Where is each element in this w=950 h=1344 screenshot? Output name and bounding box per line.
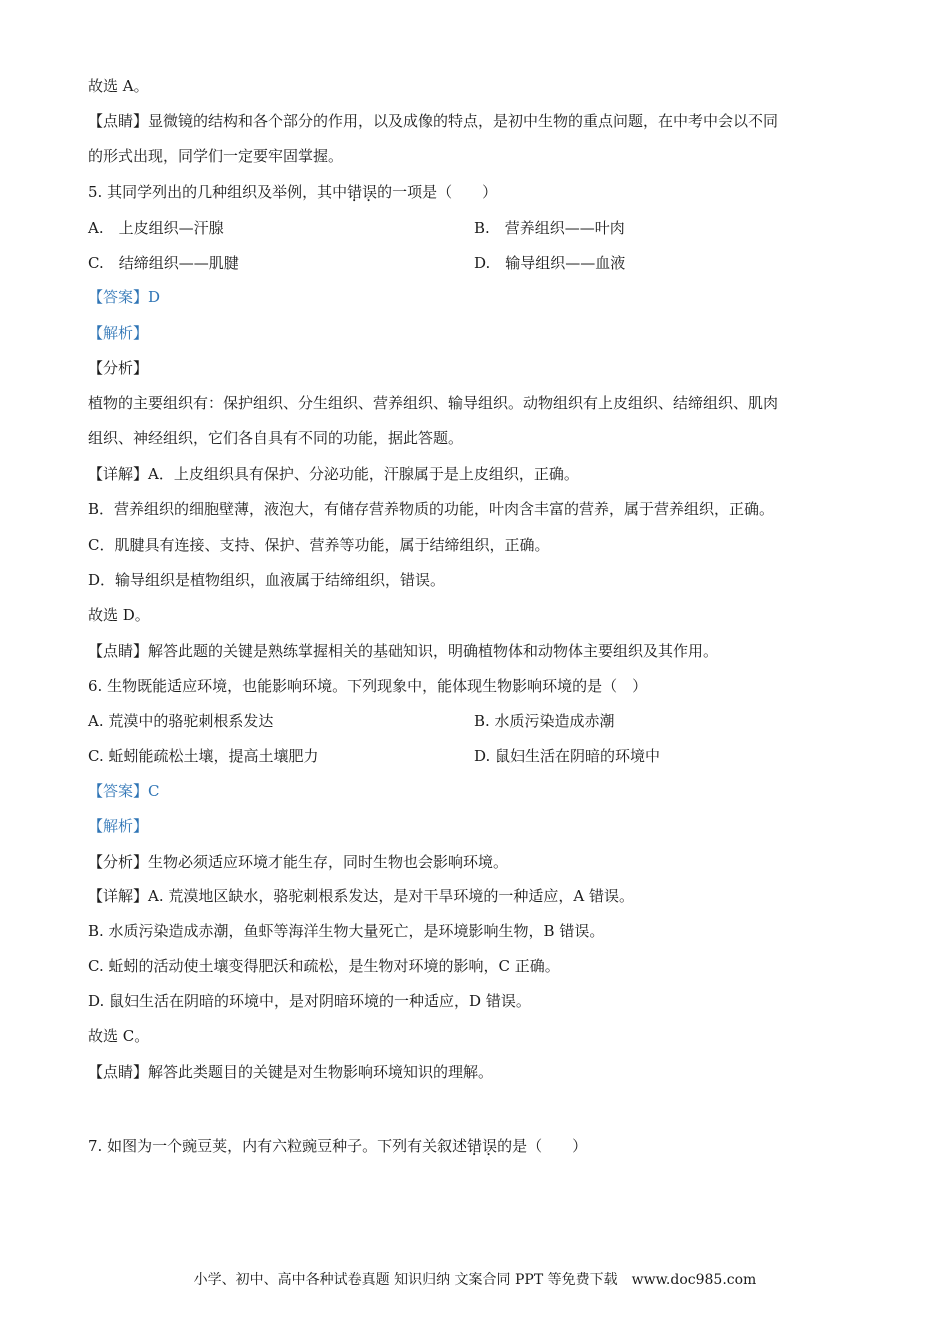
question-5 bbox=[88, 182, 497, 202]
page-footer: 小学、初中、高中各种试卷真题 知识归纳 文案合同 PPT 等免费下载 www.doc985.com bbox=[193, 1272, 757, 1288]
emphasis-word: 错误 • • bbox=[467, 1136, 497, 1156]
answer-label: 【答案】D bbox=[88, 288, 161, 306]
text-line: D．输导组织是植物组织，血液属于结缔组织，错误。 bbox=[88, 571, 446, 589]
text-line: 【详解】A．上皮组织具有保护、分泌功能，汗腺属于是上皮组织，正确。 bbox=[88, 465, 579, 483]
text-line: C. 蚯蚓的活动使土壤变得肥沃和疏松，是生物对环境的影响，C 正确。 bbox=[88, 957, 560, 975]
analysis-label: 【解析】 bbox=[88, 324, 149, 342]
text-line: 组织、神经组织，它们各自具有不同的功能，据此答题。 bbox=[88, 429, 464, 447]
answer-label: 【答案】C bbox=[88, 782, 160, 800]
text-line: 植物的主要组织有：保护组织、分生组织、营养组织、输导组织。动物组织有上皮组织、结缔组织、肌肉 bbox=[88, 394, 779, 412]
option-b: B. 水质污染造成赤潮 bbox=[474, 712, 615, 730]
text-line: 的形式出现，同学们一定要牢固掌握。 bbox=[88, 147, 344, 165]
text-line: 【点睛】解答此类题目的关键是对生物影响环境知识的理解。 bbox=[88, 1063, 494, 1081]
question-text: 的一项是（ ） bbox=[377, 183, 498, 201]
text-line: 故选 C。 bbox=[88, 1027, 150, 1045]
text-line: D. 鼠妇生活在阴暗的环境中，是对阴暗环境的一种适应，D 错误。 bbox=[88, 992, 531, 1010]
text-line: 【分析】生物必须适应环境才能生存，同时生物也会影响环境。 bbox=[88, 853, 509, 871]
option-d: D. 输导组织——血液 bbox=[474, 254, 626, 272]
analysis-label: 【解析】 bbox=[88, 817, 149, 835]
question-text: 的是（ ） bbox=[497, 1137, 588, 1155]
question-text: 7. 如图为一个豌豆荚，内有六粒豌豆种子。下列有关叙述 bbox=[88, 1137, 468, 1155]
option-c: C. 蚯蚓能疏松土壤，提高土壤肥力 bbox=[88, 747, 319, 765]
text-line: B. 水质污染造成赤潮，鱼虾等海洋生物大量死亡，是环境影响生物，B 错误。 bbox=[88, 922, 605, 940]
option-a: A. 荒漠中的骆驼刺根系发达 bbox=[88, 712, 274, 730]
option-c: C. 结缔组织——肌腱 bbox=[88, 254, 239, 272]
text-line: C．肌腱具有连接、支持、保护、营养等功能，属于结缔组织，正确。 bbox=[88, 536, 550, 554]
text-line: 【点睛】显微镜的结构和各个部分的作用，以及成像的特点，是初中生物的重点问题，在中考中会以不同 bbox=[88, 112, 779, 130]
question-6: 6. 生物既能适应环境，也能影响环境。下列现象中，能体现生物影响环境的是（ ） bbox=[88, 677, 648, 695]
option-a: A. 上皮组织—汗腺 bbox=[88, 219, 224, 237]
text-line: 【分析】 bbox=[88, 359, 149, 377]
question-7 bbox=[88, 1136, 587, 1156]
text-line: 故选 A。 bbox=[88, 77, 149, 95]
text-line: 【点睛】解答此题的关键是熟练掌握相关的基础知识，明确植物体和动物体主要组织及其作用。 bbox=[88, 642, 719, 660]
emphasis-word: 错误 • • bbox=[347, 182, 377, 202]
text-line: B．营养组织的细胞壁薄，液泡大，有储存营养物质的功能，叶肉含丰富的营养，属于营养组织，正确。 bbox=[88, 500, 775, 518]
option-d: D. 鼠妇生活在阴暗的环境中 bbox=[474, 747, 661, 765]
text-line: 【详解】A. 荒漠地区缺水，骆驼刺根系发达，是对干旱环境的一种适应，A 错误。 bbox=[88, 887, 634, 905]
option-b: B. 营养组织——叶肉 bbox=[474, 219, 625, 237]
question-text: 5. 其同学列出的几种组织及举例，其中 bbox=[88, 183, 348, 201]
text-line: 故选 D。 bbox=[88, 606, 150, 624]
